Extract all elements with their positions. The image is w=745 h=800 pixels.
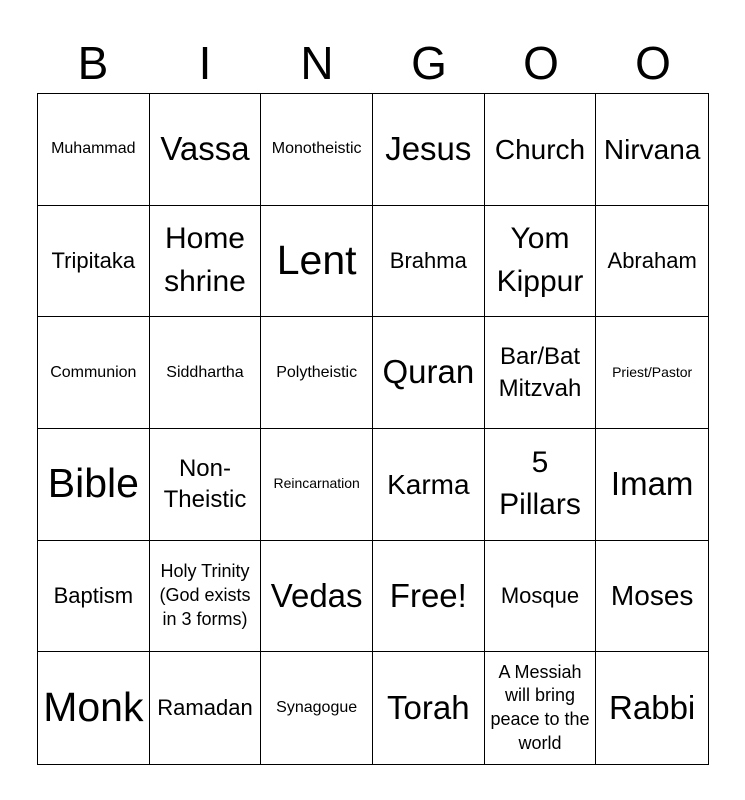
bingo-cell[interactable]: Moses (596, 541, 708, 653)
bingo-cell[interactable]: Lent (261, 206, 373, 318)
header-letter-o: O (523, 37, 559, 89)
bingo-cell[interactable]: Holy Trinity (God exists in 3 forms) (150, 541, 262, 653)
bingo-cell[interactable]: Siddhartha (150, 317, 262, 429)
bingo-cell[interactable]: Communion (38, 317, 150, 429)
bingo-cell[interactable]: Monk (38, 652, 150, 764)
bingo-cell[interactable]: Bible (38, 429, 150, 541)
free-space[interactable]: Free! (373, 541, 485, 653)
bingo-cell[interactable]: Abraham (596, 206, 708, 318)
header-letter-i: I (198, 37, 212, 89)
bingo-cell[interactable]: Imam (596, 429, 708, 541)
header-letter-o-2: O (635, 37, 671, 89)
bingo-cell[interactable]: Synagogue (261, 652, 373, 764)
bingo-cell[interactable]: Home shrine (150, 206, 262, 318)
bingo-cell[interactable]: Nirvana (596, 94, 708, 206)
bingo-cell[interactable]: Muhammad (38, 94, 150, 206)
bingo-cell[interactable]: A Messiah will bring peace to the world (485, 652, 597, 764)
bingo-cell[interactable]: Ramadan (150, 652, 262, 764)
bingo-cell[interactable]: Priest/Pastor (596, 317, 708, 429)
header-letter-g: G (411, 37, 447, 89)
bingo-cell[interactable]: Monotheistic (261, 94, 373, 206)
bingo-cell[interactable]: Vedas (261, 541, 373, 653)
bingo-board (37, 93, 709, 765)
bingo-cell[interactable]: Reincarnation (261, 429, 373, 541)
bingo-cell[interactable]: Bar/Bat Mitzvah (485, 317, 597, 429)
bingo-cell[interactable]: Church (485, 94, 597, 206)
bingo-cell[interactable]: Mosque (485, 541, 597, 653)
bingo-cell[interactable]: Jesus (373, 94, 485, 206)
bingo-cell[interactable]: Brahma (373, 206, 485, 318)
bingo-cell[interactable]: Rabbi (609, 688, 696, 726)
bingo-cell[interactable]: Yom Kippur (485, 206, 597, 318)
bingo-header (37, 32, 709, 94)
bingo-cell[interactable]: Quran (373, 317, 485, 429)
bingo-cell[interactable]: 5 Pillars (485, 429, 597, 541)
header-letter-b: B (77, 37, 109, 89)
header-letter-n: N (300, 37, 334, 89)
bingo-cell[interactable]: Vassa (150, 94, 262, 206)
bingo-cell[interactable]: Karma (373, 429, 485, 541)
bingo-cell[interactable]: Baptism (38, 541, 150, 653)
bingo-cell[interactable]: Torah (373, 652, 485, 764)
bingo-cell[interactable]: Polytheistic (261, 317, 373, 429)
bingo-cell[interactable]: Non-Theistic (150, 429, 262, 541)
bingo-cell[interactable]: Tripitaka (38, 206, 150, 318)
